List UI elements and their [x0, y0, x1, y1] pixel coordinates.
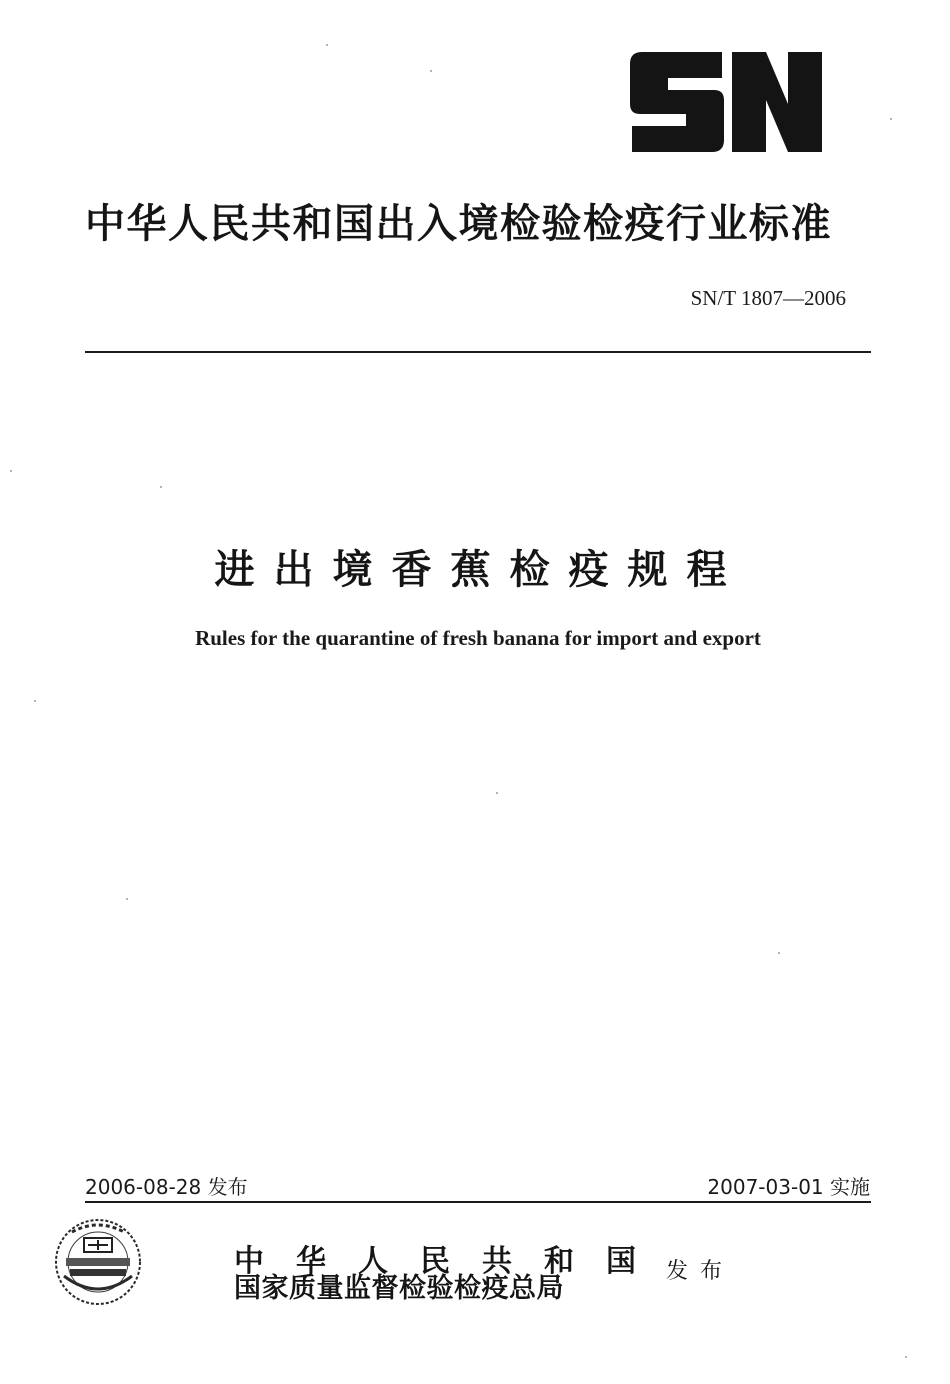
issuer-name-line-2: 国家质量监督检验检疫总局: [234, 1273, 564, 1304]
publish-label: 发布: [666, 1259, 735, 1284]
footer-divider: [85, 1201, 871, 1203]
sn-logo-letter-n: [732, 52, 822, 152]
issuer-name-line-1: 中华人民共和国: [234, 1244, 668, 1279]
scan-speck: [905, 1356, 907, 1358]
scan-speck: [160, 486, 162, 488]
scan-speck: [430, 70, 432, 72]
scan-speck: [34, 700, 36, 702]
document-title-chinese: 进出境香蕉检疫规程: [214, 547, 746, 593]
scan-speck: [778, 952, 780, 954]
scan-speck: [890, 118, 892, 120]
header-divider: [85, 351, 871, 353]
scan-speck: [326, 44, 328, 46]
implementation-date: 2007-03-01 实施: [707, 1175, 870, 1199]
standard-number: SN/T 1807—2006: [690, 286, 846, 310]
industry-standard-title: 中华人民共和国出入境检验检疫行业标准: [85, 201, 832, 247]
issue-date: 2006-08-28 发布: [85, 1175, 248, 1199]
scan-speck: [496, 792, 498, 794]
sn-logo: [628, 52, 824, 152]
sn-logo-letter-s: [630, 52, 724, 152]
document-title-english: Rules for the quarantine of fresh banana for import and export: [195, 626, 761, 650]
scan-speck: [10, 470, 12, 472]
scan-speck: [126, 898, 128, 900]
publisher-seal: [52, 1216, 144, 1308]
